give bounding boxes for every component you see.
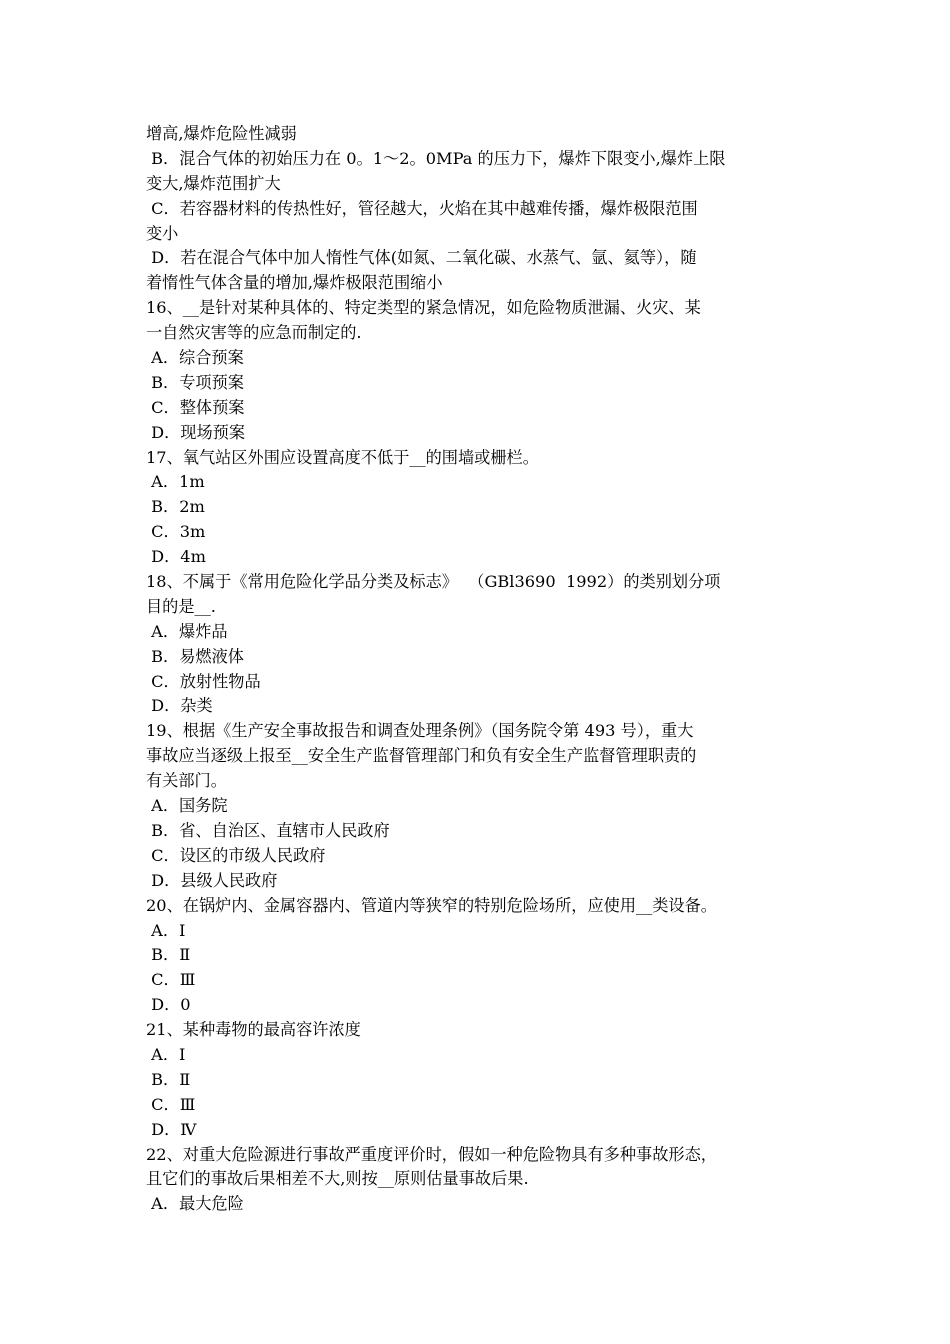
text-line: 20、在锅炉内、金属容器内、管道内等狭窄的特别危险场所，应使用__类设备。 (146, 895, 717, 915)
text-line: C．3m (146, 522, 206, 542)
text-line: B．Ⅱ (146, 945, 191, 965)
text-line: B．易燃液体 (146, 646, 244, 666)
text-line: 21、某种毒物的最高容许浓度 (146, 1020, 361, 1040)
text-line: C．Ⅲ (146, 1094, 196, 1114)
text-line: 增高,爆炸危险性减弱 (146, 124, 297, 143)
text-line: C．放射性物品 (146, 671, 261, 691)
text-line: C．整体预案 (146, 397, 245, 417)
text-line: 16、__是针对某种具体的、特定类型的紧急情况，如危险物质泄漏、火灾、某 (146, 298, 701, 318)
text-line: 17、氧气站区外围应设置高度不低于__的围墙或栅栏。 (146, 447, 539, 467)
text-line: 着惰性气体含量的增加,爆炸极限范围缩小 (146, 273, 443, 293)
text-line: D．现场预案 (146, 422, 246, 442)
text-line: A．Ⅰ (146, 920, 186, 940)
text-line: A．爆炸品 (146, 621, 228, 641)
text-line: D．4m (146, 547, 206, 567)
text-line: A．国务院 (146, 796, 228, 816)
text-line: D．若在混合气体中加人惰性气体(如氮、二氧化碳、水蒸气、氩、氦等），随 (146, 248, 697, 268)
text-line: 18、不属于《常用危险化学品分类及标志》 （GBl3690 1992）的类别划分项 (146, 572, 721, 592)
text-line: A．最大危险 (146, 1194, 244, 1214)
text-line: B．Ⅱ (146, 1069, 191, 1089)
text-line: 一自然灾害等的应急而制定的. (146, 323, 362, 343)
text-line: B．混合气体的初始压力在 0。1～2。0MPa 的压力下，爆炸下限变小,爆炸上限 (146, 148, 726, 168)
text-line: B．省、自治区、直辖市人民政府 (146, 820, 390, 840)
text-line: 有关部门。 (146, 771, 227, 791)
text-line: 目的是__. (146, 596, 216, 616)
text-line: B．专项预案 (146, 372, 244, 392)
text-line: D．0 (146, 995, 191, 1015)
text-line: 变小 (146, 223, 179, 243)
text-line: D．Ⅳ (146, 1119, 197, 1139)
text-line: 变大,爆炸范围扩大 (146, 173, 281, 193)
text-line: A．Ⅰ (146, 1044, 186, 1064)
document-page (146, 122, 810, 1217)
text-line: 22、对重大危险源进行事故严重度评价时，假如一种危险物具有多种事故形态， (146, 1144, 717, 1164)
text-line: C．若容器材料的传热性好，管径越大，火焰在其中越难传播，爆炸极限范围 (146, 198, 698, 218)
text-line: 19、根据《生产安全事故报告和调查处理条例》（国务院令第 493 号），重大 (146, 721, 694, 741)
text-line: B．2m (146, 497, 205, 517)
text-line: 事故应当逐级上报至__安全生产监督管理部门和负有安全生产监督管理职责的 (146, 746, 697, 766)
text-line: A．综合预案 (146, 348, 244, 368)
text-line: A．1m (146, 472, 205, 492)
text-line: C．Ⅲ (146, 970, 196, 990)
text-line: C．设区的市级人民政府 (146, 845, 326, 865)
text-line: 且它们的事故后果相差不大,则按__原则估量事故后果. (146, 1169, 529, 1189)
text-line: D．县级人民政府 (146, 870, 278, 890)
text-line: D．杂类 (146, 696, 213, 716)
